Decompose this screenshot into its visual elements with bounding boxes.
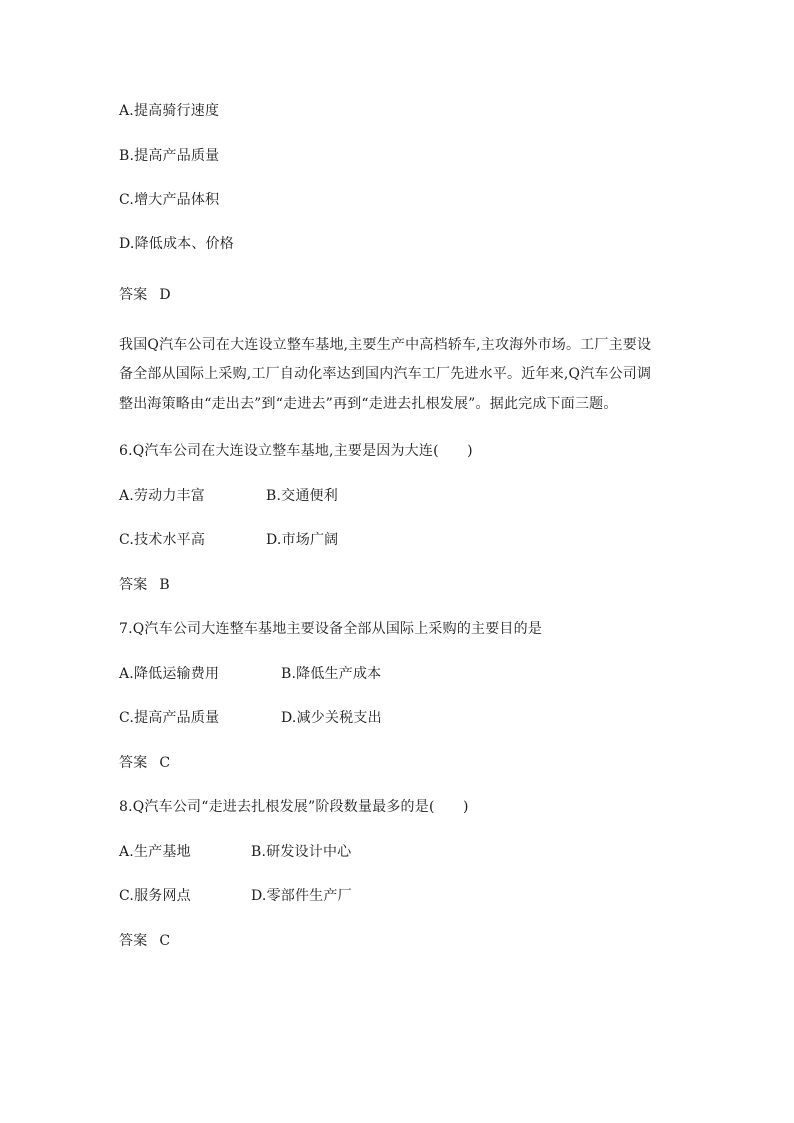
passage-line-1: 我国Q汽车公司在大连设立整车基地,主要生产中高档轿车,主攻海外市场。工厂主要设 [119, 337, 652, 353]
answer-label: 答案 [119, 287, 148, 303]
q5-option-d: D.降低成本、价格 [119, 236, 234, 252]
q7-stem: 7.Q汽车公司大连整车基地主要设备全部从国际上采购的主要目的是 [119, 621, 543, 637]
q6-option-c: C.技术水平高 [119, 532, 206, 548]
q5-option-c: C.增大产品体积 [119, 192, 220, 208]
q8-option-c: C.服务网点 [119, 888, 191, 904]
q8-option-a: A.生产基地 [119, 844, 191, 860]
answer-value: D [159, 287, 171, 303]
q6-option-a: A.劳动力丰富 [119, 488, 205, 504]
answer-label: 答案 [119, 577, 148, 593]
q7-option-c: C.提高产品质量 [119, 710, 220, 726]
q7-option-b: B.降低生产成本 [281, 666, 382, 682]
q5-answer [119, 285, 171, 305]
answer-value: C [159, 755, 171, 771]
answer-value: C [159, 933, 171, 949]
q8-option-d: D.零部件生产厂 [251, 888, 352, 904]
q6-answer [119, 575, 170, 595]
q8-option-b: B.研发设计中心 [251, 844, 352, 860]
q8-answer [119, 931, 170, 951]
q5-option-b: B.提高产品质量 [119, 148, 220, 164]
passage-line-3: 整出海策略由“走出去”到“走进去”再到“走进去扎根发展”。据此完成下面三题。 [119, 396, 618, 412]
q7-answer [119, 753, 170, 773]
answer-label: 答案 [119, 755, 148, 771]
q8-stem: 8.Q汽车公司“走进去扎根发展”阶段数量最多的是( ) [119, 799, 469, 815]
q6-stem: 6.Q汽车公司在大连设立整车基地,主要是因为大连( ) [119, 443, 473, 459]
q7-option-a: A.降低运输费用 [119, 666, 220, 682]
answer-label: 答案 [119, 933, 148, 949]
passage-line-2: 备全部从国际上采购,工厂自动化率达到国内汽车工厂先进水平。近年来,Q汽车公司调 [119, 366, 652, 382]
answer-value: B [159, 577, 170, 593]
q7-option-d: D.减少关税支出 [281, 710, 382, 726]
q5-option-a: A.提高骑行速度 [119, 103, 220, 119]
q6-option-d: D.市场广阔 [266, 532, 339, 548]
q6-option-b: B.交通便利 [266, 488, 338, 504]
